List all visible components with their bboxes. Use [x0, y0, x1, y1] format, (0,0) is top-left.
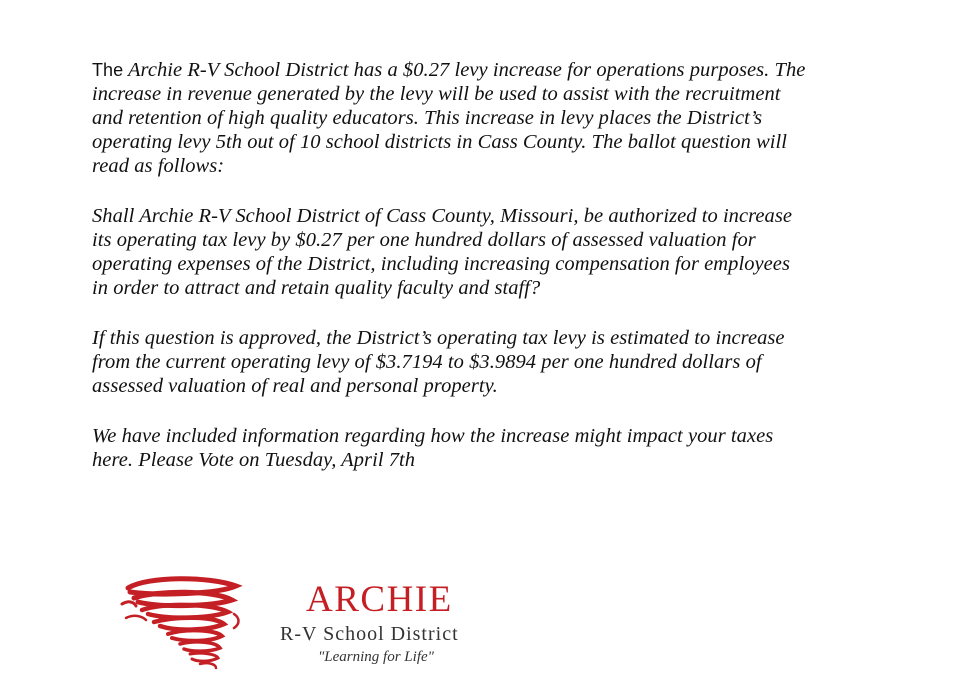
tornado-icon — [118, 574, 248, 674]
text-line: operating expenses of the District, including increasing compensation for employees — [92, 253, 790, 275]
district-subtitle: R-V School District — [280, 623, 459, 645]
line-text: Archie R-V School District has a $0.27 levy increase for operations purposes. The — [123, 59, 806, 81]
text-line: increase in revenue generated by the levy will be used to assist with the recruitment — [92, 83, 781, 105]
paragraph-levy-estimate — [92, 326, 892, 398]
district-logo — [118, 574, 538, 674]
document-body — [92, 58, 892, 498]
text-line: in order to attract and retain quality faculty and staff? — [92, 277, 541, 299]
text-line: If this question is approved, the District’s operating tax levy is estimated to increase — [92, 327, 785, 349]
text-line: here. Please Vote on Tuesday, April 7th — [92, 449, 416, 471]
text-line — [92, 58, 892, 82]
text-line: assessed valuation of real and personal property. — [92, 375, 498, 397]
text-line: from the current operating levy of $3.7194 to $3.9894 per one hundred dollars of — [92, 351, 762, 373]
text-line: We have included information regarding how the increase might impact your taxes — [92, 425, 774, 447]
text-line: read as follows: — [92, 155, 225, 177]
first-word: The — [92, 60, 124, 80]
text-line: its operating tax levy by $0.27 per one hundred dollars of assessed valuation for — [92, 229, 756, 251]
paragraph-levy-intro — [92, 58, 892, 178]
paragraph-ballot-question — [92, 204, 892, 300]
paragraph-vote-reminder — [92, 424, 892, 472]
district-name: ARCHIE — [306, 579, 453, 620]
text-line: and retention of high quality educators. This increase in levy places the District’s — [92, 107, 763, 129]
text-line: operating levy 5th out of 10 school districts in Cass County. The ballot question will — [92, 131, 788, 153]
text-line: Shall Archie R-V School District of Cass County, Missouri, be authorized to increase — [92, 205, 793, 227]
district-tagline: "Learning for Life" — [318, 649, 434, 665]
